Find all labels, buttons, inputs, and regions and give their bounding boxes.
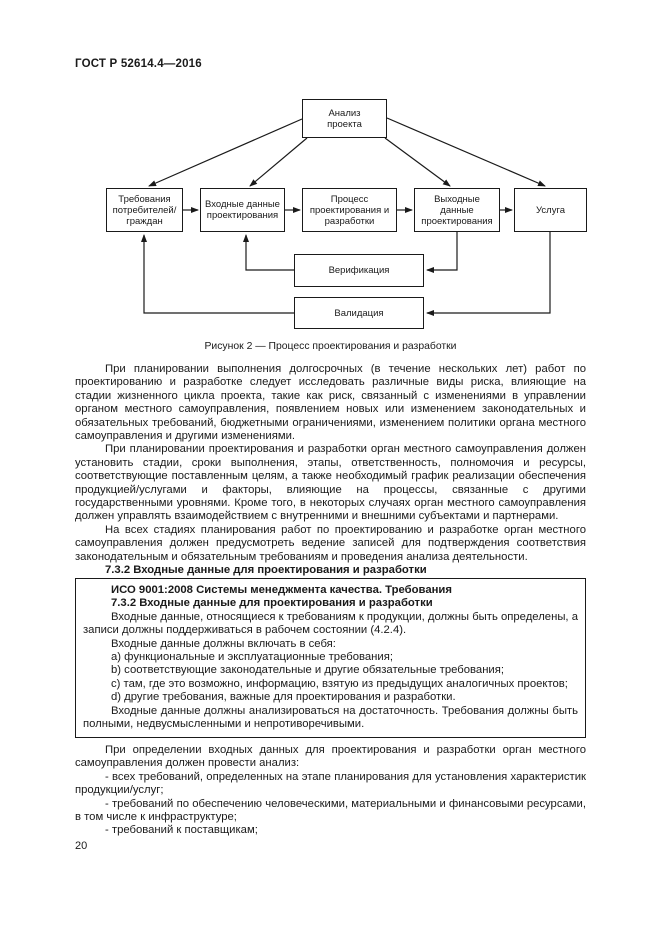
iso-box-paragraph: Входные данные должны включать в себя: <box>111 637 336 650</box>
iso-box-paragraph: Входные данные, относящиеся к требованиям к продукции, должны быть определены, а записи должны поддерживаться в рабочем состоянии (4.2.4). <box>83 610 578 637</box>
body-text-lower <box>75 744 586 838</box>
arrow-analysis-to-requirements <box>149 119 302 186</box>
arrow-analysis-to-input-data <box>250 138 307 186</box>
arrow-verification-to-input-data <box>246 235 294 270</box>
dash-list-item: - требований по обеспечению человеческими, материальными и финансовыми ресурсами, в том числе к инфраструктуре; <box>75 797 586 824</box>
node-design-input-data: Входные данные проектирования <box>200 188 285 232</box>
iso-box-list-item: b) соответствующие законодательные и другие обязательные требования; <box>111 664 505 677</box>
figure-caption: Рисунок 2 — Процесс проектирования и разработки <box>204 341 457 352</box>
dash-list-item: - требований к поставщикам; <box>105 824 258 837</box>
paragraph: При планировании выполнения долгосрочных (в течение нескольких лет) работ по проектированию и разработке следует исследовать различные виды риска, влияющие на стадии жизненного цикла проекта, такие как риск, связанный с изменениями в управлении органом местного самоуправления, появлением новых или изменением законодательных и обязательных требований, бюджетными ограничениями, изменением политики органа местного самоуправления и другими изменениями. <box>75 363 586 443</box>
document-number: ГОСТ Р 52614.4—2016 <box>75 58 202 70</box>
iso-box-list-item: d) другие требования, важные для проектирования и разработки. <box>111 691 456 704</box>
node-design-development-process: Процесс проектирования и разработки <box>302 188 397 232</box>
section-heading-7-3-2: 7.3.2 Входные данные для проектирования и разработки <box>105 564 427 577</box>
paragraph: При определении входных данных для проектирования и разработки орган местного самоуправления должен провести анализ: <box>75 744 586 770</box>
node-verification: Верификация <box>294 254 424 287</box>
node-consumer-requirements: Требования потребителей/ граждан <box>106 188 183 232</box>
iso-box-list-item: c) там, где это возможно, информацию, взятую из предыдущих аналогичных проектов; <box>111 677 568 690</box>
body-text-upper <box>75 363 586 578</box>
arrow-analysis-to-output-data <box>385 138 450 186</box>
paragraph: На всех стадиях планирования работ по проектированию и разработке орган местного самоуправления должен предусмотреть ведение записей для подтверждения соответствия законодательным и обязательным требованиям и проведения анализа деятельности. <box>75 523 586 563</box>
page-number: 20 <box>75 840 88 852</box>
arrow-analysis-to-service <box>387 118 545 186</box>
node-service: Услуга <box>514 188 587 232</box>
node-validation: Валидация <box>294 297 424 329</box>
node-project-analysis: Анализ проекта <box>302 99 387 138</box>
paragraph: При планировании проектирования и разработки орган местного самоуправления должен установить стадии, сроки выполнения, этапы, ответственность, полномочия и ресурсы, соответствующие поставленным целям, а также необходимый график реализации обеспечения продукцией/услугами и факторы, влияющие на процессы, связанные с другими государственными уровнями. Кроме того, в некоторых случаях орган местного самоуправления должен управлять взаимодействием с внутренними и внешними субъектами и партнерами. <box>75 443 586 523</box>
arrow-service-to-validation <box>427 232 550 313</box>
dash-list-item: - всех требований, определенных на этапе планирования для установления характеристик продукции/услуг; <box>75 770 586 797</box>
arrow-output-data-to-verification <box>427 232 457 270</box>
iso-box-paragraph: Входные данные должны анализироваться на достаточность. Требования должны быть полными, недвусмысленными и непротиворечивыми. <box>83 704 578 731</box>
figure-design-process-diagram <box>0 95 661 353</box>
iso-box-subtitle: 7.3.2 Входные данные для проектирования и разработки <box>111 597 433 610</box>
arrow-validation-to-requirements <box>144 235 294 313</box>
iso-9001-quote-box <box>75 578 586 738</box>
node-design-output-data: Выходные данные проектирования <box>414 188 500 232</box>
iso-box-list-item: a) функциональные и эксплуатационные требования; <box>111 651 393 664</box>
iso-box-title: ИСО 9001:2008 Системы менеджмента качества. Требования <box>111 584 452 596</box>
